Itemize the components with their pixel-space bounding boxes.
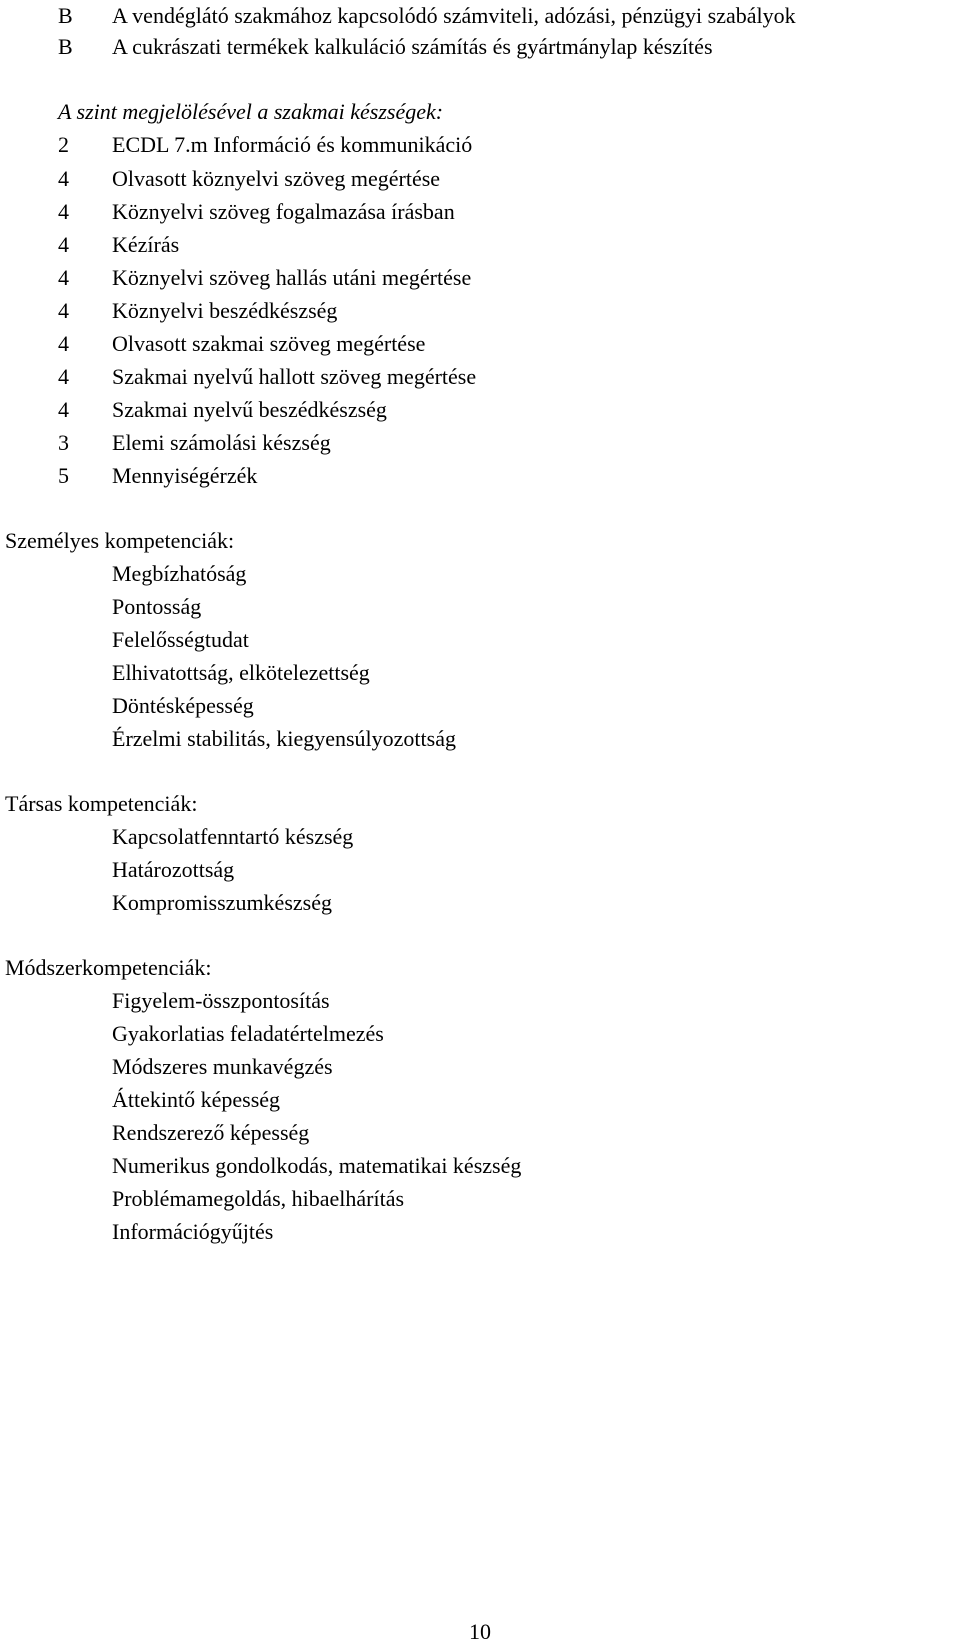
personal-item-text: Döntésképesség	[112, 693, 254, 718]
skill-level: 4	[58, 298, 69, 323]
skill-text: Köznyelvi szöveg fogalmazása írásban	[112, 199, 455, 224]
personal-item-text: Érzelmi stabilitás, kiegyensúlyozottság	[112, 726, 456, 751]
social-heading: Társas kompetenciák:	[5, 791, 198, 816]
personal-item-text: Megbízhatóság	[112, 561, 247, 586]
method-item-text: Gyakorlatias feladatértelmezés	[112, 1021, 384, 1046]
method-item-text: Numerikus gondolkodás, matematikai készség	[112, 1153, 522, 1178]
skill-level: 3	[58, 430, 69, 455]
skill-text: Szakmai nyelvű hallott szöveg megértése	[112, 364, 477, 389]
social-item-text: Kapcsolatfenntartó készség	[112, 824, 354, 849]
skill-level: 4	[58, 397, 69, 422]
method-item-text: Módszeres munkavégzés	[112, 1054, 333, 1079]
skill-level: 2	[58, 132, 69, 157]
skill-level: 4	[58, 199, 69, 224]
subject-level: B	[58, 34, 73, 59]
skill-level: 4	[58, 331, 69, 356]
skill-text: ECDL 7.m Információ és kommunikáció	[112, 132, 473, 157]
method-item-text: Áttekintő képesség	[112, 1087, 281, 1112]
skill-text: Köznyelvi szöveg hallás utáni megértése	[112, 265, 472, 290]
skill-text: Köznyelvi beszédkészség	[112, 298, 338, 323]
personal-item-text: Elhivatottság, elkötelezettség	[112, 660, 370, 685]
skill-level: 5	[58, 463, 69, 488]
skill-text: Elemi számolási készség	[112, 430, 331, 455]
skill-level: 4	[58, 232, 69, 257]
social-item-text: Határozottság	[112, 857, 235, 882]
skill-text: Szakmai nyelvű beszédkészség	[112, 397, 387, 422]
method-item-text: Rendszerező képesség	[112, 1120, 310, 1145]
personal-heading: Személyes kompetenciák:	[5, 528, 235, 553]
method-heading: Módszerkompetenciák:	[5, 955, 212, 980]
page-number: 10	[469, 1619, 491, 1644]
subject-text: A vendéglátó szakmához kapcsolódó számviteli, adózási, pénzügyi szabályok	[112, 3, 796, 28]
personal-item-text: Pontosság	[112, 594, 202, 619]
method-item-text: Problémamegoldás, hibaelhárítás	[112, 1186, 405, 1211]
method-item-text: Információgyűjtés	[112, 1219, 274, 1244]
skill-level: 4	[58, 265, 69, 290]
skills-heading: A szint megjelölésével a szakmai készségek:	[58, 99, 444, 124]
skill-text: Kézírás	[112, 232, 180, 257]
method-item-text: Figyelem-összpontosítás	[112, 988, 330, 1013]
skill-level: 4	[58, 364, 69, 389]
skill-text: Olvasott köznyelvi szöveg megértése	[112, 166, 441, 191]
subject-level: B	[58, 3, 73, 28]
skill-text: Mennyiségérzék	[112, 463, 258, 488]
personal-item-text: Felelősségtudat	[112, 627, 249, 652]
skill-text: Olvasott szakmai szöveg megértése	[112, 331, 426, 356]
social-item-text: Kompromisszumkészség	[112, 890, 332, 915]
subject-text: A cukrászati termékek kalkuláció számítás és gyártmánylap készítés	[112, 34, 713, 59]
skill-level: 4	[58, 166, 69, 191]
